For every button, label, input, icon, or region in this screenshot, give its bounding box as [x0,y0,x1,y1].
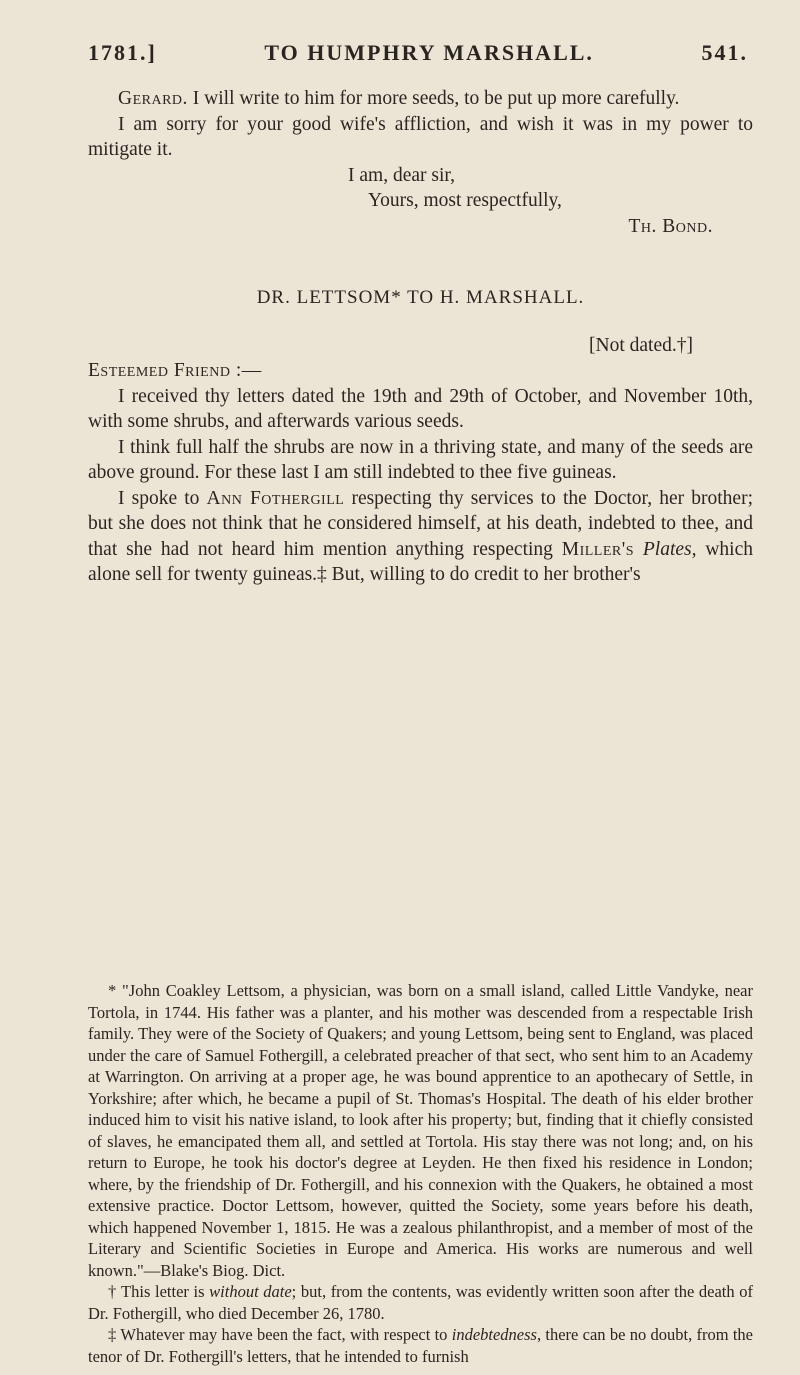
footnote-double-dagger: ‡ Whatever may have been the fact, with respect to indebtedness, there can be no doubt, from the tenor of Dr. Fothergill's letters, that he intended to furnish [88,1325,753,1366]
name-miller: Miller's [561,538,635,560]
letter-para3: I spoke to Ann Fothergill respecting thy services to the Doctor, her brother; but she does not think that he considered himself, at his death, indebted to thee, and that she had not heard him mention anything respecting Miller's Plates, which alone sell for twenty guineas.‡ But, willing to do credit to her brother's [88,487,754,585]
name-gerard: Gerard. [118,88,188,109]
plates-italic: Plates, [642,538,697,560]
salutation: Esteemed Friend :— [88,360,262,381]
signature: Th. Bond. [628,215,713,237]
footnotes [88,980,753,1367]
letter-para2: I think full half the shrubs are now in a thriving state, and many of the seeds are above ground. For these last I am still indebted to thee five guineas. [88,436,753,483]
prev-letter-para1: Gerard. I will write to him for more seeds, to be put up more carefully. [118,88,680,109]
letter-title: DR. LETTSOM* TO H. MARSHALL. [256,287,585,308]
prev-letter-para2: I am sorry for your good wife's affliction, and wish it was in my power to mitigate it. [88,113,753,160]
main-text [88,86,753,588]
letter-para1: I received thy letters dated the 19th and 29th of October, and November 10th, with some shrubs, and afterwards various seeds. [88,385,753,432]
footnote-lettsom: * "John Coakley Lettsom, a physician, was born on a small island, called Little Vandyke, near Tortola, in 1744. His father was a planter, and his mother was descended from a respectable Irish family. They were of the Society of Quakers; and young Lettsom, being sent to England, was placed under the care of Samuel Fothergill, a celebrated preacher of that sect, who sent him to an Academy at Warrington. On arriving at a proper age, he was bound apprentice to an apothecary of Settle, in Yorkshire; after which, he became a pupil of St. Thomas's Hospital. The death of his elder brother induced him to visit his native island, to look after his property; but, finding that it chiefly consisted of slaves, he emancipated them all, and settled at Tortola. His stay there was not long; and, on his return to Europe, he took his doctor's degree at Leyden. He then fixed his residence in London; where, by the friendship of Dr. Fothergill, and his connexion with the Quakers, he obtained a most extensive practice. Doctor Lettsom, however, quitted the Society, some years before his death, which happened November 1, 1815. He was a zealous philanthropist, and a member of most of the Literary and Scientific Societies in Europe and America. His works are numerous and well known."—Blake's Biog. Dict. [88,981,753,1280]
running-header [88,40,748,66]
footnote-dagger: † This letter is without date; but, from the contents, was evidently written soon after the death of Dr. Fothergill, who died December 26, 1780. [88,1282,753,1323]
page-number: 541. [701,40,748,65]
closing-line1: I am, dear sir, [348,164,455,186]
not-dated-note: [Not dated.†] [589,334,693,356]
header-year: 1781.] [88,40,157,65]
header-running-title: TO HUMPHRY MARSHALL. [264,40,594,65]
name-ann-fothergill: Ann Fothergill [206,487,345,509]
closing-line2: Yours, most respectfully, [368,190,562,211]
